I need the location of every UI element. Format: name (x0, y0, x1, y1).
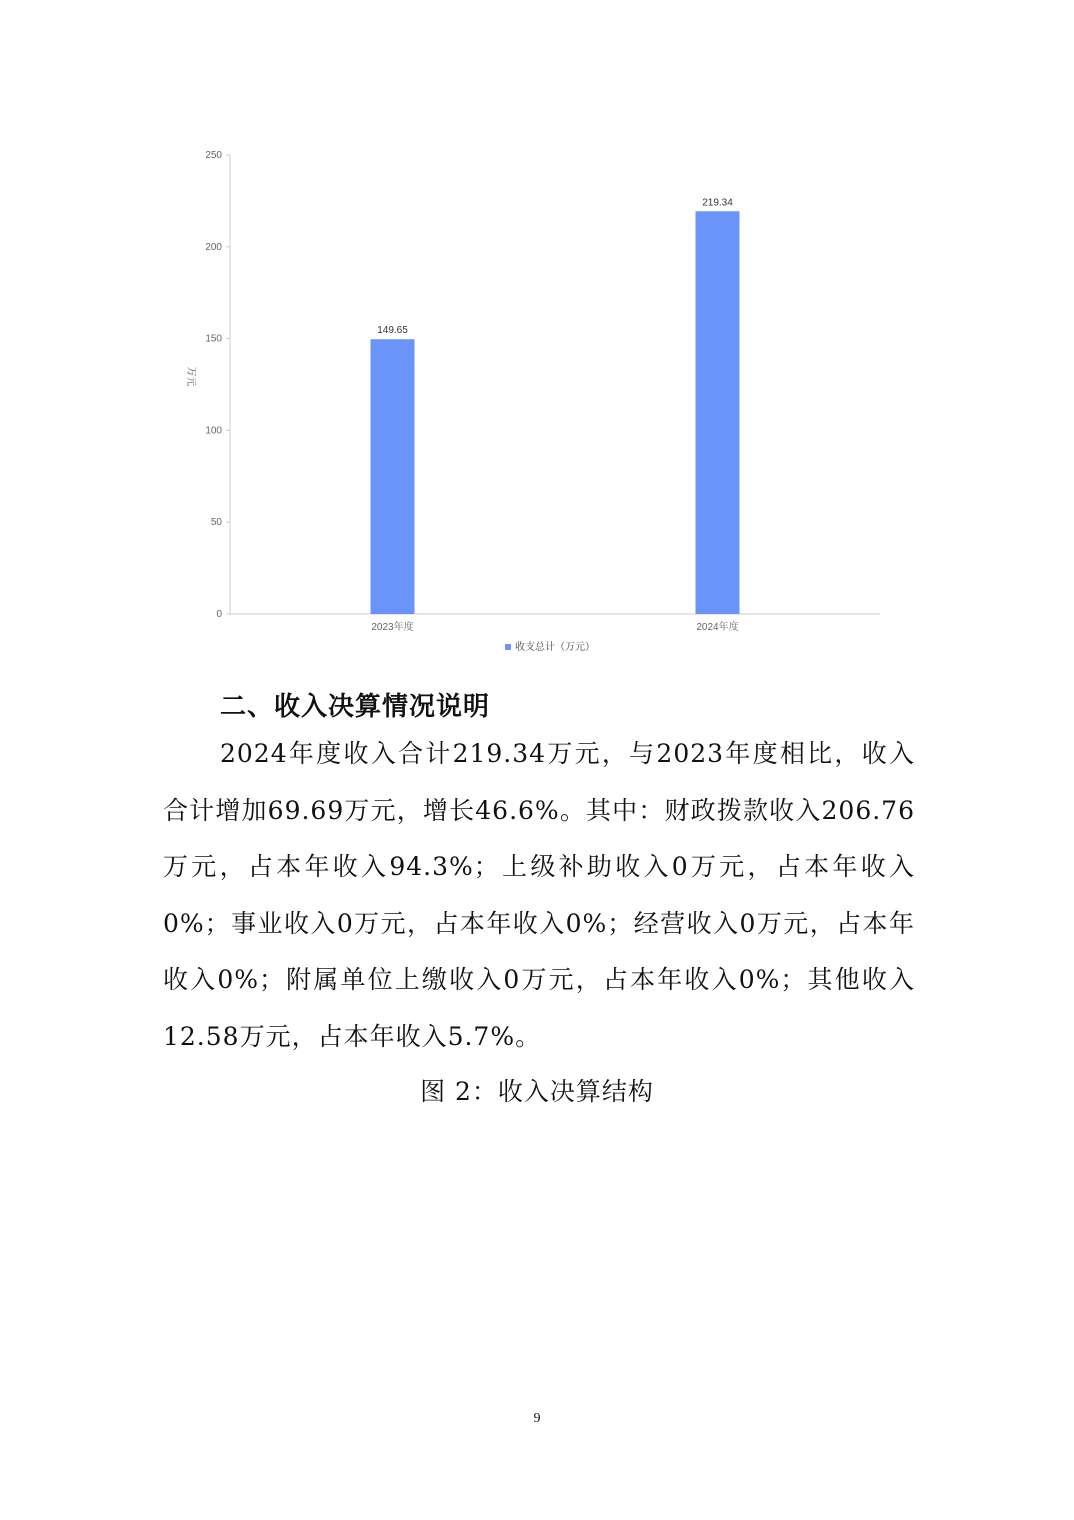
chart-canvas (170, 140, 890, 670)
legend-swatch (505, 644, 511, 650)
y-tick-label: 100 (205, 425, 222, 437)
income-expense-bar-chart (170, 140, 890, 670)
bar-data-label: 149.65 (377, 325, 408, 337)
legend-label: 收支总计（万元） (515, 642, 595, 653)
y-tick-label: 150 (205, 333, 222, 345)
x-tick-label: 2024年度 (696, 622, 739, 633)
y-axis-ticks (205, 150, 230, 620)
bar (371, 339, 415, 614)
y-tick-label: 250 (205, 150, 222, 161)
body-paragraph: 2024年度收入合计219.34万元，与2023年度相比，收入合计增加69.69万元，增长46.6%。其中：财政拨款收入206.76万元，占本年收入94.3%；上级补助收入0万元，占本年收入0%；事业收入0万元，占本年收入0%；经营收入0万元，占本年收入0%；附属单位上缴收入0万元，占本年收入0%；其他收入12.58万元，占本年收入5.7%。 (163, 739, 915, 1051)
y-tick-label: 0 (216, 609, 222, 620)
chart-legend (505, 640, 595, 653)
x-axis-labels (371, 620, 738, 633)
y-tick-label: 200 (205, 241, 222, 253)
x-tick-label: 2023年度 (371, 622, 414, 633)
y-tick-label: 50 (210, 517, 222, 529)
bar-series (371, 197, 740, 614)
section-heading: 二、收入决算情况说明 (220, 692, 491, 722)
y-axis-title: 万元 (185, 366, 196, 387)
figure-caption: 图 2：收入决算结构 (420, 1077, 654, 1106)
bar-data-label: 219.34 (702, 197, 733, 209)
page-number: 9 (533, 1411, 541, 1426)
bar (696, 211, 740, 614)
